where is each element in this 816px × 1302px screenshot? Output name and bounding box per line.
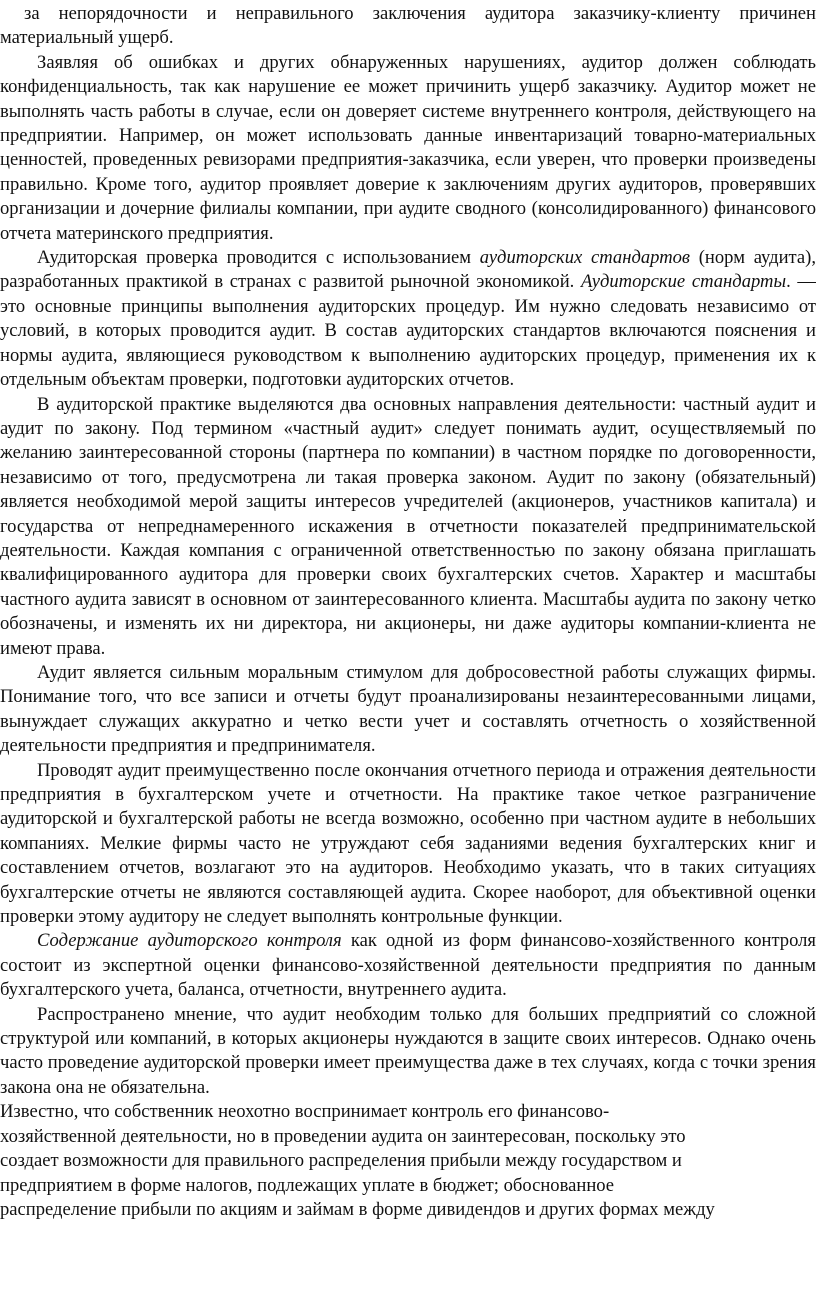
paragraph-text-before: Аудиторская проверка проводится с использованием <box>37 247 480 269</box>
paragraph-text: за непорядочности и неправильного заключения аудитора заказчику-клиенту причинен материальный ущерб. <box>0 3 816 49</box>
paragraph-audit-directions <box>0 393 816 661</box>
term-audit-control-content: Содержание аудиторского контроля <box>37 930 342 952</box>
paragraph-audit-standards <box>0 246 816 392</box>
text-line: предприятием в форме налогов, подлежащих уплате в бюджет; обоснованное <box>0 1174 615 1196</box>
term-auditing-standards: аудиторских стандартов <box>479 247 690 269</box>
paragraph-confidentiality <box>0 51 816 246</box>
paragraph-continuation <box>0 2 816 51</box>
paragraph-text-after: как одной из форм финансово-хозяйственного контроля состоит из экспертной оценки финансово-хозяйственной деятельности предприятия по данным бухгалтерского учета, баланса, отчетности, внутреннего аудита. <box>0 930 816 1001</box>
text-line: Известно, что собственник неохотно воспринимает контроль его финансово- <box>0 1101 610 1123</box>
text-line: хозяйственной деятельности, но в проведении аудита он заинтересован, поскольку это <box>0 1125 686 1147</box>
paragraph-text-after: . — это основные принципы выполнения аудиторских процедур. Им нужно следовать независимо от условий, в которых проводится аудит. В состав аудиторских стандартов включаются пояснения и нормы аудита, являющиеся руководством к выполнению аудиторских процедур, применения их к отдельным объектам проверки, подготовки аудиторских отчетов. <box>0 271 816 391</box>
paragraph-audit-timing <box>0 759 816 930</box>
paragraph-common-opinion <box>0 1003 816 1101</box>
term-auditing-standards-definition: Аудиторские стандарты <box>581 271 787 293</box>
paragraph-owner-interest <box>0 1100 816 1222</box>
paragraph-text: Проводят аудит преимущественно после окончания отчетного периода и отражения деятельности предприятия в бухгалтерском учете и отчетности. На практике такое четкое разграничение аудиторской и бухгалтерской работы не всегда возможно, особенно при частном аудите в небольших компаниях. Мелкие фирмы часто не утруждают себя заданиями ведения бухгалтерских книг и составлением отчетов, возлагают это на аудиторов. Необходимо указать, что в таких ситуациях бухгалтерские отчеты не являются составляющей аудита. Скорее наоборот, для объективной оценки проверки этому аудитору не следует выполнять контрольные функции. <box>0 759 816 928</box>
paragraph-text: Распространено мнение, что аудит необходим только для больших предприятий со сложной структурой или компаний, в которых акционеры нуждаются в защите своих интересов. Однако очень часто проведение аудиторской проверки имеет преимущества даже в тех случаях, когда с точки зрения закона она не обязательна. <box>0 1003 816 1098</box>
text-line: распределение прибыли по акциям и займам в форме дивидендов и других формах между <box>0 1198 715 1220</box>
paragraph-text: Заявляя об ошибках и других обнаруженных нарушениях, аудитор должен соблюдать конфиденциальность, так как нарушение ее может причинить ущерб заказчику. Аудитор может не выполнять часть работы в случае, если он доверяет системе внутреннего контроля, действующего на предприятии. Например, он может использовать данные инвентаризаций товарно-материальных ценностей, проведенных ревизорами предприятия-заказчика, если уверен, что проверки произведены правильно. Кроме того, аудитор проявляет доверие к заключениям других аудиторов, проверявших организации и дочерние филиалы компании, при аудите сводного (консолидированного) финансового отчета материнского предприятия. <box>0 51 816 244</box>
text-line: создает возможности для правильного распределения прибыли между государством и <box>0 1150 682 1172</box>
paragraph-text-middle: (норм аудита), разработанных практикой в странах с развитой рыночной экономикой. <box>0 247 816 293</box>
paragraph-text: В аудиторской практике выделяются два основных направления деятельности: частный аудит и аудит по закону. Под термином «частный аудит» следует понимать аудит, осуществляемый по желанию заинтересованной стороны (партнера по компании) в частном порядке по договоренности, независимо от того, предусмотрена ли такая проверка законом. Аудит по закону (обязательный) является необходимой мерой защиты интересов учредителей (акционеров, участников капитала) и государства от непреднамеренного искажения в отчетности показателей предпринимательской деятельности. Каждая компания с ограниченной ответственностью по закону обязана приглашать квалифицированного аудитора для проверки своих бухгалтерских счетов. Характер и масштабы частного аудита зависят в основном от заинтересованного клиента. Масштабы аудита по закону четко обозначены, и изменять их ни директора, ни акционеры, ни даже аудиторы компании-клиента не имеют права. <box>0 393 816 659</box>
paragraph-audit-control-content <box>0 929 816 1002</box>
paragraph-text: Аудит является сильным моральным стимулом для добросовестной работы служащих фирмы. Понимание того, что все записи и отчеты будут проанализированы незаинтересованными лицами, вынуждает служащих аккуратно и четко вести учет и составлять отчетность о хозяйственной деятельности предприятия и предпринимателя. <box>0 661 816 757</box>
paragraph-moral-stimulus <box>0 661 816 759</box>
